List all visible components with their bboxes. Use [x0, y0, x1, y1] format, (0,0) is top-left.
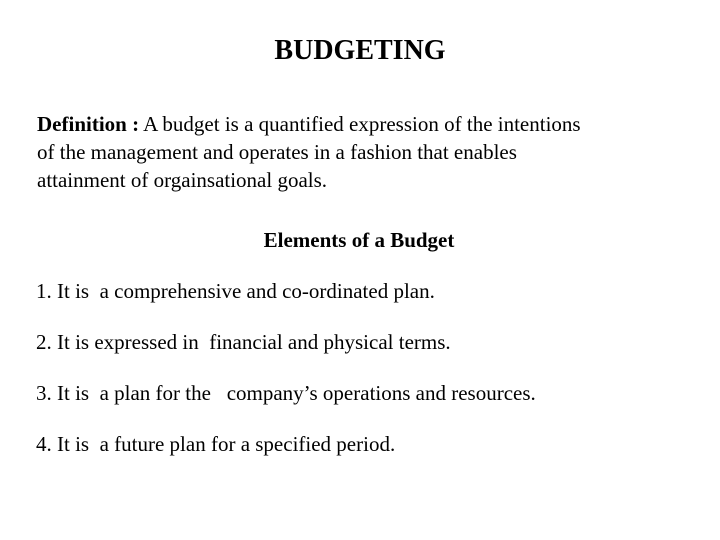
elements-list [36, 277, 706, 481]
list-item: 4. It is a future plan for a specified period. [36, 432, 396, 456]
definition-label: Definition : [37, 112, 140, 136]
list-item: 2. It is expressed in financial and physical terms. [36, 330, 451, 354]
definition-text: A budget is a quantified expression of the intentions of the management and operates in a fashion that enables attainment of orgainsational goals. [37, 112, 581, 192]
elements-heading: Elements of a Budget [263, 228, 455, 252]
list-item: 1. It is a comprehensive and co-ordinated plan. [36, 279, 435, 303]
slide-title: BUDGETING [274, 35, 446, 66]
list-item: 3. It is a plan for the company’s operations and resources. [36, 381, 536, 405]
definition-paragraph [37, 110, 687, 194]
